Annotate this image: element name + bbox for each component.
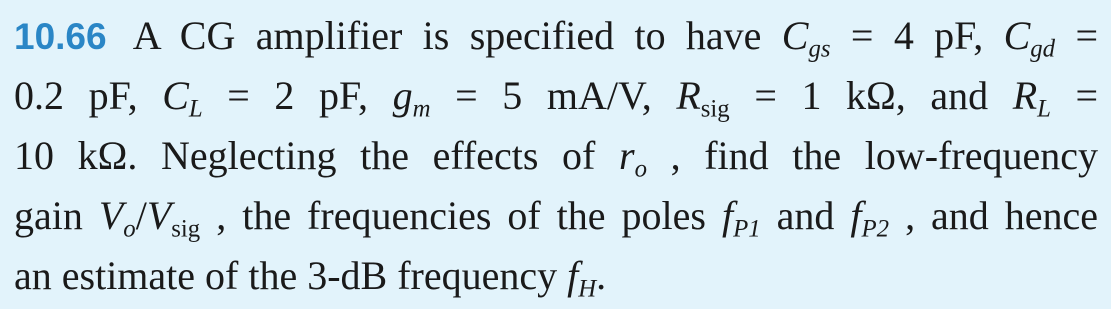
vo-subscript: o [123, 215, 136, 243]
text-segment: = [1075, 13, 1098, 58]
text-segment: an estimate of the 3-dB frequency [14, 253, 568, 298]
text-segment: = 4 pF, [850, 13, 1004, 58]
cl-symbol: C [162, 73, 189, 118]
rl-subscript: L [1037, 95, 1051, 123]
fh-symbol: f [567, 253, 579, 298]
fh-subscript: H [578, 275, 597, 303]
problem-line-2 [14, 66, 1098, 126]
text-segment: = 5 mA/V, [455, 73, 677, 118]
ro-subscript: o [634, 155, 647, 183]
vsig-symbol: V [146, 193, 172, 238]
gm-symbol: g [392, 73, 413, 118]
rl-symbol: R [1012, 73, 1038, 118]
text-segment: , find the low-frequency [670, 133, 1098, 178]
text-segment: gain [14, 193, 99, 238]
fp2-subscript: P2 [861, 215, 890, 243]
text-segment: 0.2 pF, [14, 73, 163, 118]
problem-line-3 [14, 126, 1098, 186]
ro-symbol: r [619, 133, 635, 178]
cgd-symbol: C [1003, 13, 1031, 58]
problem-number: 10.66 [14, 16, 107, 57]
text-segment: , the frequencies of the poles [216, 193, 722, 238]
cgd-subscript: gd [1030, 35, 1056, 63]
fp1-subscript: P1 [733, 215, 761, 243]
problem-10-66 [14, 6, 1098, 306]
text-segment: and [776, 193, 851, 238]
text-segment: / [135, 193, 147, 238]
text-segment: 10 kΩ. Neglecting the effects of [14, 133, 619, 178]
rsig-symbol: R [676, 73, 701, 118]
text-segment: = 1 kΩ, and [754, 73, 1013, 118]
gm-subscript: m [412, 95, 431, 123]
text-segment: = [1075, 73, 1099, 118]
cl-subscript: L [188, 95, 203, 123]
fp1-symbol: f [721, 193, 734, 238]
problem-line-1 [14, 6, 1098, 66]
vo-symbol: V [98, 193, 124, 238]
text-segment: , and hence [905, 193, 1099, 238]
problem-line-4 [14, 186, 1098, 246]
problem-line-5 [14, 246, 1098, 306]
cgs-symbol: C [781, 13, 809, 58]
text-segment: = 2 pF, [227, 73, 393, 118]
fp2-symbol: f [850, 193, 862, 238]
cgs-subscript: gs [808, 35, 831, 63]
rsig-subscript: sig [700, 95, 730, 123]
text-segment: . [596, 253, 607, 298]
vsig-subscript: sig [171, 215, 201, 243]
text-segment: A CG amplifier is specified to have [132, 13, 782, 58]
